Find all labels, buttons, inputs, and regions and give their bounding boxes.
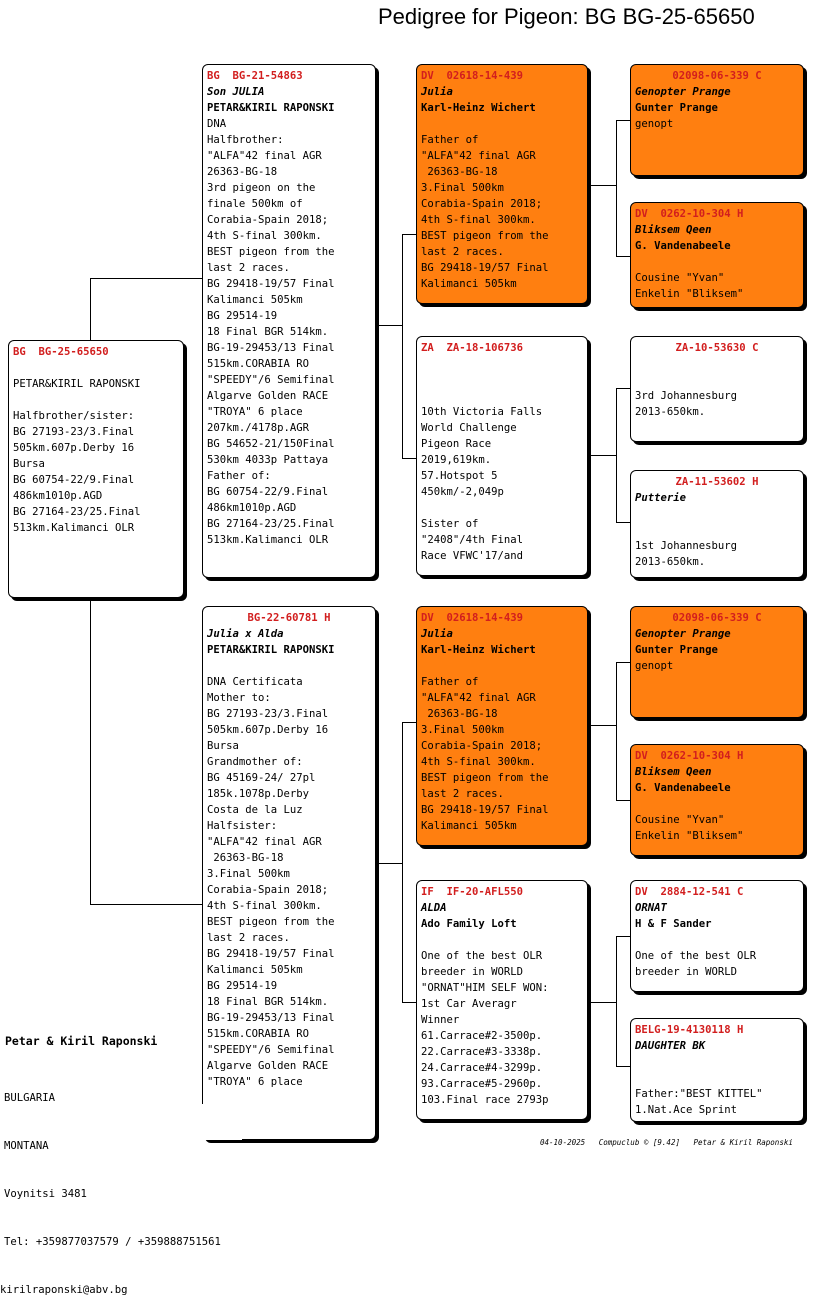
pedigree-note-line: 505km.607p.Derby 16 [13, 442, 135, 454]
pedigree-note-line: last 2 races. [207, 262, 290, 274]
pedigree-note-line: BG 29418-19/57 Final [207, 948, 335, 960]
connector-line [588, 185, 616, 186]
connector-line [616, 388, 617, 522]
pigeon-name: Putterie [635, 492, 687, 504]
blank-line [421, 116, 583, 132]
pedigree-note-line: 3rd pigeon on the [207, 182, 316, 194]
pedigree-note-line: BG 60754-22/9.Final [13, 474, 135, 486]
connector-line [616, 936, 617, 1066]
pedigree-note-line: "ALFA"42 final AGR [207, 836, 322, 848]
address-email: kirilraponski@abv.bg [0, 1284, 128, 1296]
blank-line [13, 392, 179, 408]
pedigree-note-line: 1.Nat.Ace Sprint [635, 1104, 738, 1116]
pedigree-note-line: BG 29514-19 [207, 310, 278, 322]
pedigree-note-line: genopt [635, 660, 674, 672]
pedigree-note-line: 486km1010p.AGD [13, 490, 103, 502]
great-grandparent-mff-card[interactable] [630, 606, 804, 718]
blank-line [207, 658, 371, 674]
ring-number: BELG-19-4130118 H [635, 1024, 744, 1036]
pedigree-note-line: 18 Final BGR 514km. [207, 326, 329, 338]
pigeon-owner: Gunter Prange [635, 102, 718, 114]
pedigree-note-line: 4th S-final 300km. [421, 756, 536, 768]
pedigree-note-line: BG 29514-19 [207, 980, 278, 992]
pedigree-note-line: Race VFWC'17/and [421, 550, 524, 562]
pedigree-note-line: Grandmother of: [207, 756, 303, 768]
pedigree-note-line: Corabia-Spain 2018; [207, 214, 329, 226]
pigeon-owner: Gunter Prange [635, 644, 718, 656]
pedigree-note-line: 505km.607p.Derby 16 [207, 724, 329, 736]
pigeon-owner: Karl-Heinz Wichert [421, 644, 536, 656]
maternal-grandmother-card[interactable] [416, 880, 588, 1120]
pedigree-note-line: last 2 races. [421, 246, 504, 258]
blank-line [421, 356, 583, 372]
address-phone: Tel: +359877037579 / +359888751561 [4, 1236, 221, 1248]
pigeon-name: Julia x Alda [207, 628, 284, 640]
pedigree-note-line: Father:"BEST KITTEL" [635, 1088, 763, 1100]
ring-number: DV 0262-10-304 H [635, 208, 744, 220]
pedigree-note-line: Mother to: [207, 692, 271, 704]
pedigree-note-line: 515km.CORABIA RO [207, 1028, 310, 1040]
pedigree-note-line: 4th S-final 300km. [207, 230, 322, 242]
blank-line [421, 932, 583, 948]
pedigree-note-line: 1st Johannesburg [635, 540, 738, 552]
pigeon-owner: H & F Sander [635, 918, 712, 930]
pedigree-note-line: BEST pigeon from the [207, 246, 335, 258]
paternal-grandfather-card[interactable] [416, 64, 588, 304]
connector-line [588, 725, 616, 726]
pedigree-note-line: 22.Carrace#3-3338p. [421, 1046, 543, 1058]
pedigree-note-line: BG-19-29453/13 Final [207, 342, 335, 354]
pedigree-note-line: Algarve Golden RACE [207, 390, 329, 402]
blank-line [635, 522, 799, 538]
pedigree-note-line: breeder in WORLD [421, 966, 524, 978]
great-grandparent-fmm-card[interactable] [630, 470, 804, 578]
blank-line [421, 372, 583, 388]
pigeon-name: Bliksem Qeen [635, 766, 712, 778]
ring-number: 02098-06-339 C [672, 612, 762, 624]
pedigree-note-line: 24.Carrace#4-3299p. [421, 1062, 543, 1074]
father-card[interactable] [202, 64, 376, 578]
pedigree-note-line: "TROYA" 6 place [207, 406, 303, 418]
pedigree-note-line: Halfsister: [207, 820, 278, 832]
great-grandparent-mmm-card[interactable] [630, 1018, 804, 1122]
pigeon-owner: PETAR&KIRIL RAPONSKI [207, 102, 335, 114]
connector-line [616, 120, 617, 256]
pedigree-note-line: BG 45169-24/ 27pl [207, 772, 316, 784]
connector-line [402, 722, 403, 1002]
pedigree-note-line: BEST pigeon from the [421, 772, 549, 784]
pedigree-note-line: PETAR&KIRIL RAPONSKI [13, 378, 141, 390]
pigeon-owner: Karl-Heinz Wichert [421, 102, 536, 114]
pedigree-note-line: 3rd Johannesburg [635, 390, 738, 402]
pigeon-name: ORNAT [635, 902, 667, 914]
pedigree-note-line: Enkelin "Bliksem" [635, 288, 744, 300]
ring-number: DV 02618-14-439 [421, 612, 524, 624]
blank-line [635, 356, 799, 372]
pedigree-note-line: Halfbrother/sister: [13, 410, 135, 422]
pedigree-note-line: Corabia-Spain 2018; [207, 884, 329, 896]
pedigree-note-line: 26363-BG-18 [421, 708, 498, 720]
pedigree-note-line: 185k.1078p.Derby [207, 788, 310, 800]
pedigree-note-line: 513km.Kalimanci OLR [13, 522, 135, 534]
pedigree-note-line: "ALFA"42 final AGR [207, 150, 322, 162]
blank-line [635, 1070, 799, 1086]
ring-number: DV 0262-10-304 H [635, 750, 744, 762]
pedigree-note-line: Halfbrother: [207, 134, 284, 146]
connector-line [376, 863, 402, 864]
pigeon-name: Bliksem Qeen [635, 224, 712, 236]
pedigree-note-line: 4th S-final 300km. [421, 214, 536, 226]
paternal-grandmother-card[interactable] [416, 336, 588, 576]
blank-line [421, 388, 583, 404]
pedigree-note-line: Corabia-Spain 2018; [421, 740, 543, 752]
pigeon-name: Julia [421, 628, 453, 640]
pedigree-note-line: BEST pigeon from the [207, 916, 335, 928]
pedigree-note-line: Algarve Golden RACE [207, 1060, 329, 1072]
ring-number: BG BG-25-65650 [13, 346, 109, 358]
pedigree-note-line: Winner [421, 1014, 460, 1026]
pedigree-note-line: "ALFA"42 final AGR [421, 692, 536, 704]
pedigree-note-line: 10th Victoria Falls [421, 406, 543, 418]
pedigree-note-line: 450km/-2,049p [421, 486, 504, 498]
pedigree-note-line: 2013-650km. [635, 406, 706, 418]
pedigree-note-line: 3.Final 500km [421, 724, 504, 736]
great-grandparent-mmf-card[interactable] [630, 880, 804, 992]
pedigree-note-line: 2013-650km. [635, 556, 706, 568]
pedigree-note-line: Cousine "Yvan" [635, 814, 725, 826]
pigeon-name: DAUGHTER BK [635, 1040, 706, 1052]
pedigree-note-line: 486km1010p.AGD [207, 502, 297, 514]
pedigree-note-line: BG 29418-19/57 Final [207, 278, 335, 290]
pedigree-note-line: 4th S-final 300km. [207, 900, 322, 912]
pedigree-note-line: breeder in WORLD [635, 966, 738, 978]
pedigree-note-line: DNA [207, 118, 227, 130]
ring-number: DV 2884-12-541 C [635, 886, 744, 898]
connector-line [90, 278, 204, 279]
great-grandparent-mfm-card[interactable] [630, 744, 804, 856]
ring-number: IF IF-20-AFL550 [421, 886, 524, 898]
connector-line [90, 904, 204, 905]
pigeon-owner: Ado Family Loft [421, 918, 517, 930]
ring-number: BG-22-60781 H [247, 612, 331, 624]
pedigree-note-line: BG-19-29453/13 Final [207, 1012, 335, 1024]
pedigree-note-line: 18 Final BGR 514km. [207, 996, 329, 1008]
pedigree-note-line: 3.Final 500km [207, 868, 290, 880]
ring-number: BG BG-21-54863 [207, 70, 303, 82]
pigeon-name: Son JULIA [207, 86, 265, 98]
blank-line [635, 796, 799, 812]
pedigree-note-line: 2019,619km. [421, 454, 492, 466]
blank-line [421, 500, 583, 516]
pedigree-note-line: Cousine "Yvan" [635, 272, 725, 284]
pedigree-note-line: Sister of [421, 518, 479, 530]
ring-number: DV 02618-14-439 [421, 70, 524, 82]
pigeon-owner: G. Vandenabeele [635, 782, 731, 794]
pedigree-note-line: 1st Car Averagr [421, 998, 517, 1010]
blank-line [13, 360, 179, 376]
pedigree-note-line: Father of [421, 134, 479, 146]
pigeon-name: Genopter Prange [635, 628, 731, 640]
pedigree-note-line: 57.Hotspot 5 [421, 470, 498, 482]
pedigree-note-line: BG 29418-19/57 Final [421, 804, 549, 816]
pedigree-note-line: 530km 4033p Pattaya [207, 454, 329, 466]
pedigree-note-line: BG 27193-23/3.Final [207, 708, 329, 720]
pedigree-note-line: BG 27164-23/25.Final [13, 506, 141, 518]
pedigree-note-line: Enkelin "Bliksem" [635, 830, 744, 842]
pedigree-note-line: Father of [421, 676, 479, 688]
address-town: Voynitsi 3481 [4, 1188, 87, 1200]
blank-line [635, 932, 799, 948]
pedigree-note-line: BG 29418-19/57 Final [421, 262, 549, 274]
pedigree-note-line: last 2 races. [207, 932, 290, 944]
pedigree-note-line: BG 27193-23/3.Final [13, 426, 135, 438]
pedigree-note-line: 207km./4178p.AGR [207, 422, 310, 434]
pedigree-note-line: finale 500km of [207, 198, 303, 210]
pedigree-note-line: Corabia-Spain 2018; [421, 198, 543, 210]
ring-number: ZA-10-53630 C [675, 342, 759, 354]
pedigree-note-line: One of the best OLR [421, 950, 543, 962]
pedigree-note-line: BG 54652-21/150Final [207, 438, 335, 450]
pedigree-note-line: last 2 races. [421, 788, 504, 800]
pedigree-note-line: "2408"/4th Final [421, 534, 524, 546]
pedigree-note-line: genopt [635, 118, 674, 130]
pedigree-note-line: Kalimanci 505km [421, 278, 517, 290]
pedigree-note-line: World Challenge [421, 422, 517, 434]
blank-line [635, 372, 799, 388]
ring-number: ZA-11-53602 H [675, 476, 759, 488]
blank-line [635, 254, 799, 270]
connector-line [376, 325, 402, 326]
maternal-grandfather-card[interactable] [416, 606, 588, 846]
ring-number: ZA ZA-18-106736 [421, 342, 524, 354]
pedigree-note-line: Kalimanci 505km [207, 294, 303, 306]
pedigree-note-line: "TROYA" 6 place [207, 1076, 303, 1088]
pedigree-note-line: Costa de la Luz [207, 804, 303, 816]
pigeon-name: Genopter Prange [635, 86, 731, 98]
connector-line [90, 598, 91, 904]
great-grandparent-fff-card[interactable] [630, 64, 804, 176]
pedigree-note-line: BG 27164-23/25.Final [207, 518, 335, 530]
blank-line [421, 658, 583, 674]
print-footer: 04-10-2025 Compuclub © [9.42] Petar & Kiril Raponski [540, 1138, 793, 1147]
pedigree-note-line: DNA Certificata [207, 676, 303, 688]
pedigree-note-line: 513km.Kalimanci OLR [207, 534, 329, 546]
pedigree-note-line: Father of: [207, 470, 271, 482]
pedigree-note-line: 103.Final race 2793p [421, 1094, 549, 1106]
pedigree-note-line: Kalimanci 505km [207, 964, 303, 976]
pedigree-note-line: BG 60754-22/9.Final [207, 486, 329, 498]
pedigree-note-line: One of the best OLR [635, 950, 757, 962]
pigeon-name: Julia [421, 86, 453, 98]
pedigree-note-line: 93.Carrace#5-2960p. [421, 1078, 543, 1090]
address-region: MONTANA [4, 1140, 49, 1152]
pedigree-note-line: Pigeon Race [421, 438, 492, 450]
pigeon-owner: G. Vandenabeele [635, 240, 731, 252]
ring-number: 02098-06-339 C [672, 70, 762, 82]
pedigree-note-line: "ALFA"42 final AGR [421, 150, 536, 162]
connector-line [616, 662, 617, 800]
pedigree-note-line: BEST pigeon from the [421, 230, 549, 242]
pedigree-note-line: 61.Carrace#2-3500p. [421, 1030, 543, 1042]
breeder-name: Petar & Kiril Raponski [5, 1034, 158, 1048]
great-grandparent-fmf-card[interactable] [630, 336, 804, 442]
pedigree-note-line: "SPEEDY"/6 Semifinal [207, 1044, 335, 1056]
blank-line [635, 1054, 799, 1070]
connector-line [588, 455, 616, 456]
pedigree-note-line: 3.Final 500km [421, 182, 504, 194]
pigeon-name: ALDA [421, 902, 447, 914]
connector-line [402, 234, 403, 458]
pedigree-note-line: 26363-BG-18 [207, 166, 278, 178]
pedigree-note-line: 26363-BG-18 [207, 852, 284, 864]
connector-line [588, 1002, 616, 1003]
pedigree-note-line: Bursa [207, 740, 239, 752]
great-grandparent-ffm-card[interactable] [630, 202, 804, 308]
pedigree-note-line: "SPEEDY"/6 Semifinal [207, 374, 335, 386]
page-title: Pedigree for Pigeon: BG BG-25-65650 [378, 4, 755, 29]
blank-line [635, 506, 799, 522]
subject-pigeon-card[interactable] [8, 340, 184, 598]
connector-line [90, 278, 91, 340]
address-country: BULGARIA [4, 1092, 56, 1104]
mother-card[interactable] [202, 606, 376, 1140]
pigeon-owner: PETAR&KIRIL RAPONSKI [207, 644, 335, 656]
pedigree-note-line: Kalimanci 505km [421, 820, 517, 832]
pedigree-note-line: "ORNAT"HIM SELF WON: [421, 982, 549, 994]
pedigree-note-line: 26363-BG-18 [421, 166, 498, 178]
pedigree-note-line: Bursa [13, 458, 45, 470]
pedigree-note-line: 515km.CORABIA RO [207, 358, 310, 370]
breeder-address [0, 1058, 221, 1314]
